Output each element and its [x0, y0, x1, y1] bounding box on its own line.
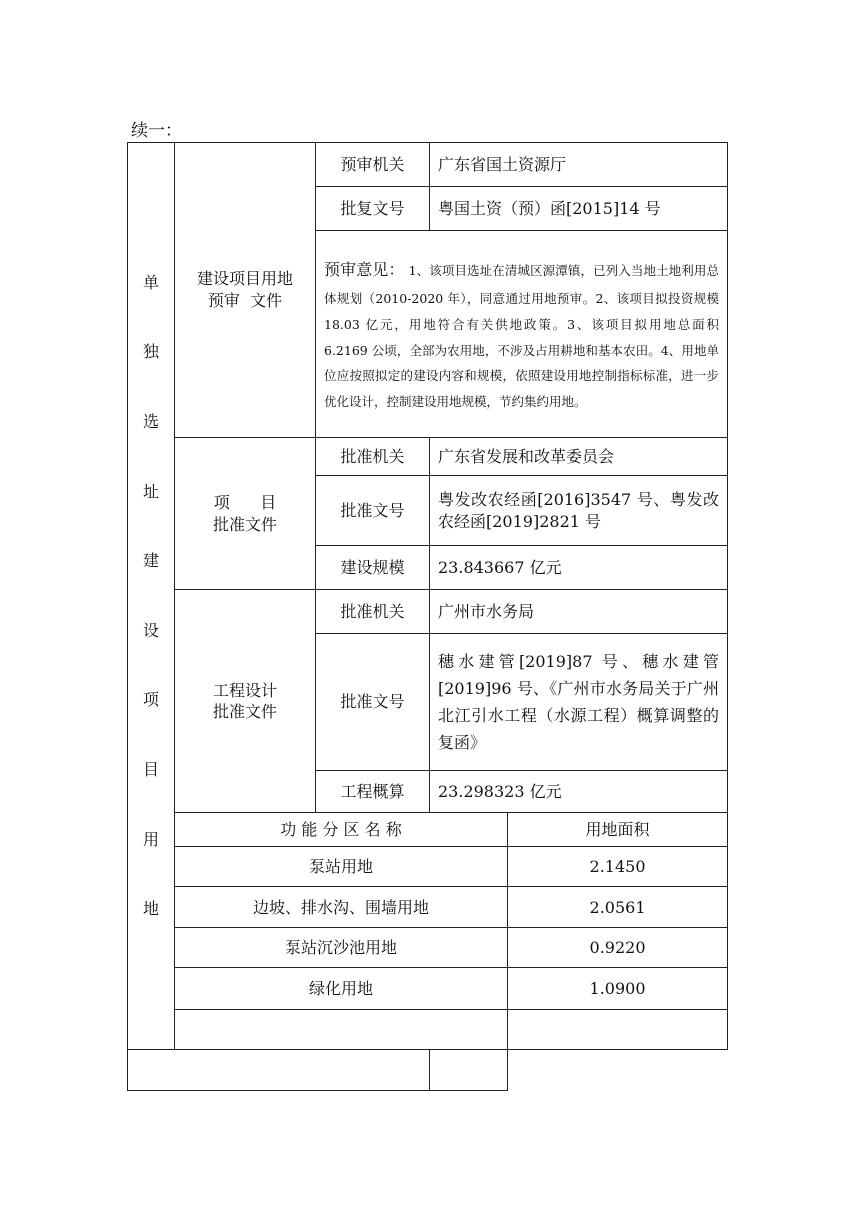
- vertical-title-char: 建: [142, 551, 159, 571]
- pre-review-authority-value: 广东省国土资源厅: [430, 143, 728, 187]
- table-row: [128, 968, 728, 1009]
- project-approval-group-line1: 项 目: [213, 493, 277, 513]
- design-approval-group: [175, 590, 316, 813]
- table-row: [128, 1049, 728, 1090]
- pre-review-group-line1: 建设项目用地: [196, 269, 293, 289]
- zone-name: 泵站沉沙池用地: [175, 928, 508, 968]
- zone-area: [430, 1049, 508, 1090]
- zone-name: 边坡、排水沟、围墙用地: [175, 887, 508, 928]
- zone-name: 绿化用地: [175, 968, 508, 1009]
- design-approval-group-line2: 批准文件: [212, 702, 277, 722]
- vertical-title-char: 地: [142, 899, 159, 919]
- land-use-table: [127, 142, 728, 1091]
- pre-review-doc-no-value: 粤国土资（预）函[2015]14 号: [430, 187, 728, 231]
- project-scale-value: 23.843667 亿元: [430, 546, 728, 590]
- zone-name-header: 功 能 分 区 名 称: [175, 813, 508, 847]
- vertical-title-char: 项: [142, 690, 159, 710]
- zone-name: 泵站用地: [175, 847, 508, 887]
- pre-review-group-line2: 预审 文件: [207, 290, 283, 310]
- vertical-title-char: 用: [142, 829, 159, 849]
- vertical-title-char: 单: [142, 272, 159, 292]
- vertical-title-char: 目: [142, 760, 159, 780]
- zone-area: [508, 1009, 728, 1049]
- zone-name: [128, 1049, 430, 1090]
- vertical-title-char: 独: [142, 342, 159, 362]
- pre-review-opinion: [316, 231, 728, 438]
- vertical-title-char: 设: [142, 620, 159, 640]
- continued-label: 续一：: [131, 121, 182, 141]
- pre-review-opinion-text: 1、该项目选址在清城区源潭镇，已列入当地土地利用总体规划（2010-2020 年），同意通过用地预审。2、该项目拟投资规模 18.03 亿元，用地符合有关供地政策。3、该项目拟用地总面积 6.2169 公顷，全部为农用地，不涉及占用耕地和基本农田。4、用地单位应按照拟定的建设内容和规模，依照建设用地控制指标标准，进一步优化设计，控制建设用地规模，节约集约用地。: [324, 262, 720, 409]
- design-approval-group-line1: 工程设计: [212, 680, 277, 700]
- project-doc-no-value: 粤发改农经函[2016]3547 号、粤发改农经函[2019]2821 号: [430, 476, 728, 546]
- pre-review-doc-no-label: 批复文号: [316, 187, 430, 231]
- table-row: [128, 1009, 728, 1049]
- table-row: [128, 887, 728, 928]
- project-authority-label: 批准机关: [316, 437, 430, 475]
- table-row: [128, 928, 728, 968]
- vertical-title-char: 址: [142, 481, 159, 501]
- zone-area: 2.1450: [508, 847, 728, 887]
- zone-area: 1.0900: [508, 968, 728, 1009]
- design-budget-label: 工程概算: [316, 770, 430, 812]
- zone-area-header: 用地面积: [508, 813, 728, 847]
- design-budget-value: 23.298323 亿元: [430, 770, 728, 812]
- design-doc-no-value: 穗水建管[2019]87 号、穗水建管[2019]96 号、《广州市水务局关于广州北江引水工程（水源工程）概算调整的复函》: [430, 634, 728, 770]
- zone-area: 2.0561: [508, 887, 728, 928]
- pre-review-opinion-label: 预审意见：: [324, 259, 405, 279]
- zone-area: 0.9220: [508, 928, 728, 968]
- project-doc-no-label: 批准文号: [316, 476, 430, 546]
- design-authority-label: 批准机关: [316, 590, 430, 634]
- pre-review-group: [175, 143, 316, 438]
- project-authority-value: 广东省发展和改革委员会: [430, 437, 728, 475]
- vertical-title: [128, 143, 175, 1050]
- design-doc-no-label: 批准文号: [316, 634, 430, 770]
- design-authority-value: 广州市水务局: [430, 590, 728, 634]
- table-row: [128, 847, 728, 887]
- zone-name: [175, 1009, 508, 1049]
- project-scale-label: 建设规模: [316, 546, 430, 590]
- project-approval-group-line2: 批准文件: [212, 514, 277, 534]
- project-approval-group: [175, 437, 316, 589]
- vertical-title-char: 选: [142, 412, 159, 432]
- pre-review-authority-label: 预审机关: [316, 143, 430, 187]
